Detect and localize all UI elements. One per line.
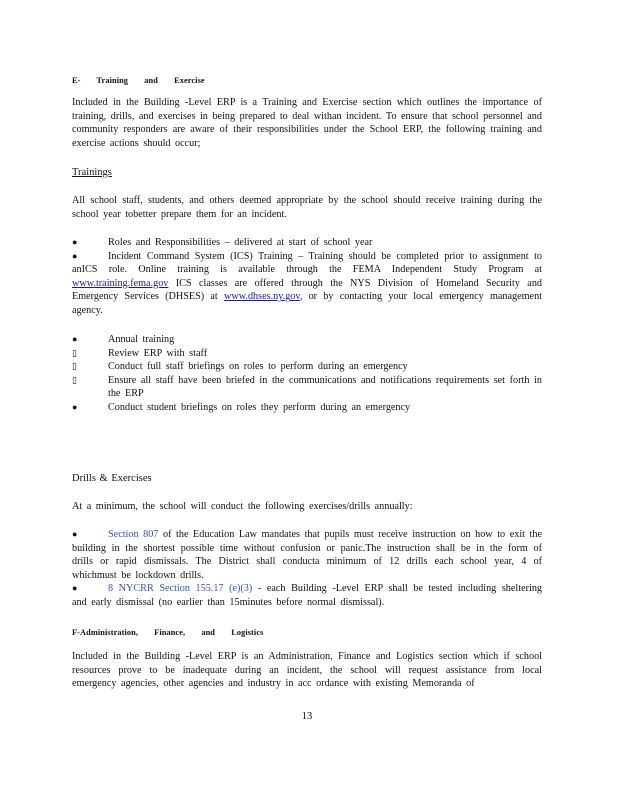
section-e-heading: E- Training and Exercise — [72, 76, 205, 85]
trainings-list — [72, 236, 542, 318]
list-item — [72, 401, 542, 415]
bullet-icon: ● — [72, 250, 78, 261]
bullet-icon: ● — [72, 529, 78, 539]
trainings-intro: All school staff, students, and others deemed appropriate by the school should receive training during the school year tobetter prepare them for an incident. — [72, 195, 542, 220]
trainings-heading: Trainings — [72, 167, 112, 178]
training-item-roles: Roles and Responsibilities – delivered at start of school year — [108, 237, 373, 248]
section-f-heading: F-Administration, Finance, and Logistics — [72, 628, 264, 637]
checkbox-bullet-icon: ▯ — [72, 347, 77, 358]
dhses-link[interactable]: www.dhses.ny.gov — [223, 291, 300, 303]
list-item — [72, 333, 542, 347]
bullet-icon: ● — [72, 401, 78, 412]
checkbox-bullet-icon: ▯ — [72, 361, 77, 372]
drills-heading: Drills & Exercises — [72, 473, 152, 484]
list-item — [72, 250, 542, 318]
drills-intro: At a minimum, the school will conduct the following exercises/drills annually: — [72, 501, 413, 512]
training-action-annual: Annual training — [108, 334, 175, 345]
training-action-student: Conduct student briefings on roles they perform during an emergency — [108, 401, 411, 413]
drills-list — [72, 528, 542, 610]
checkbox-bullet-icon: ▯ — [72, 374, 77, 385]
list-item — [72, 347, 542, 361]
list-item — [72, 374, 542, 401]
nycrr-reference: 8 NYCRR Section 155.17 (e)(3) — [108, 583, 253, 595]
bullet-icon: ● — [72, 334, 78, 344]
list-item — [72, 236, 542, 250]
training-item-ics-part3: , or by contacting your local emergency management agency. — [72, 291, 543, 316]
document-page — [72, 0, 542, 800]
training-action-briefings: Conduct full staff briefings on roles to perform during an emergency — [108, 361, 408, 373]
drill-item-education-law: of the Education Law mandates that pupils must receive instruction on how to exit the building in the shortest possible time without confusion or panic.The instruction shall be in the form of drills or rapid dismissals. The District shall conducta minimum of 12 drills each school year, 4 of whichmust be lockdown drills. — [72, 529, 542, 581]
list-item — [72, 360, 542, 374]
training-actions-list — [72, 333, 542, 415]
bullet-icon: ● — [72, 583, 78, 594]
page-number: 13 — [301, 711, 313, 722]
bullet-icon: ● — [72, 237, 78, 247]
fema-training-link[interactable]: www.training.fema.gov — [72, 277, 169, 289]
training-item-ics-part2: ICS classes are offered through the NYS Division of Homeland Security and Emergency Services (DHSES) at — [72, 277, 543, 303]
training-action-communications: Ensure all staff have been briefed in the communications and notifications requirements set forth in the ERP — [108, 374, 542, 400]
list-item — [72, 582, 542, 609]
section-807-reference: Section 807 — [108, 529, 159, 540]
training-action-review: Review ERP with staff — [108, 347, 208, 359]
section-f-intro: Included in the Building -Level ERP is an Administration, Finance and Logistics section which if school resources prove to be inadequate during an incident, the school will request assistance from local emergency agencies, other agencies and industry in acc ordance with existing Memoranda of — [72, 651, 542, 690]
drill-item-nycrr: - each Building -Level ERP shall be tested including sheltering and early dismissal (no earlier than 15minutes before normal dismissal). — [72, 583, 543, 608]
list-item — [72, 528, 542, 582]
training-item-ics-part1: Incident Command System (ICS) Training – Training should be completed prior to assignment to anICS role. Online training is available through the FEMA Independent Study Program at — [72, 250, 542, 276]
section-e-intro: Included in the Building -Level ERP is a Training and Exercise section which outlines the importance of training, drills, and exercises in being prepared to deal withan incident. To ensure that school personnel and community responders are aware of their responsibilities under the School ERP, the following training and exercise actions should occur; — [72, 97, 542, 149]
